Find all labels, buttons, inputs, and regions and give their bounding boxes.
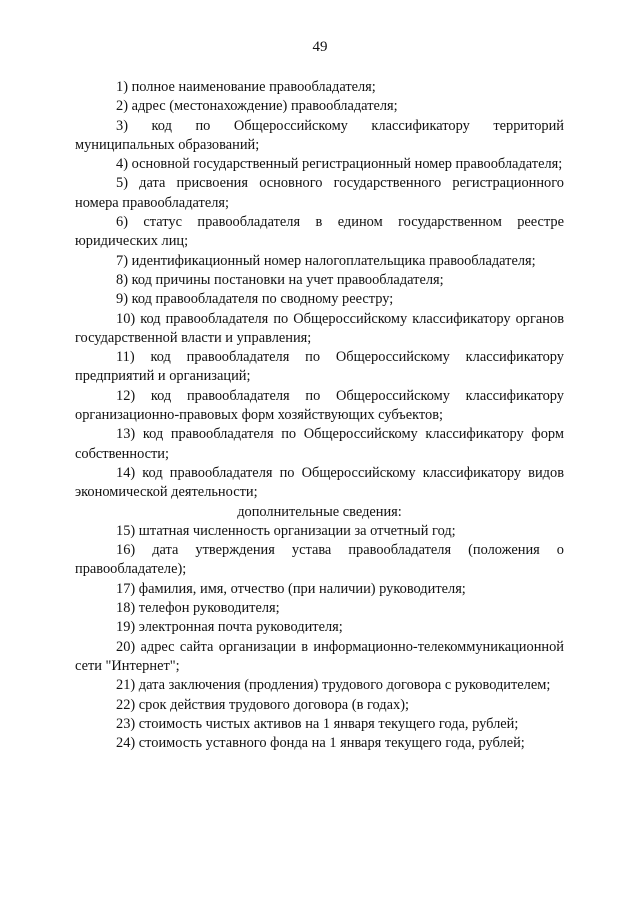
list-item: 3) код по Общероссийскому классификатору территорий муниципальных образований; <box>75 117 564 153</box>
list-item: 4) основной государственный регистрационный номер правообладателя; <box>116 156 563 173</box>
list-item: 2) адрес (местонахождение) правообладателя; <box>116 98 398 115</box>
list-item: 17) фамилия, имя, отчество (при наличии) руководителя; <box>116 580 466 597</box>
document-body <box>75 78 564 753</box>
list-item: 24) стоимость уставного фонда на 1 января текущего года, рублей; <box>116 735 525 752</box>
list-item: 16) дата утверждения устава правообладателя (положения о правообладателе); <box>75 542 564 578</box>
list-item: 21) дата заключения (продления) трудового договора с руководителем; <box>116 677 551 694</box>
list-item: 19) электронная почта руководителя; <box>116 619 343 636</box>
list-item: 13) код правообладателя по Общероссийскому классификатору форм собственности; <box>75 426 564 462</box>
list-item: 10) код правообладателя по Общероссийскому классификатору органов государственной власти и управления; <box>75 310 564 346</box>
list-item: 5) дата присвоения основного государственного регистрационного номера правообладателя; <box>75 175 564 211</box>
list-item: 14) код правообладателя по Общероссийскому классификатору видов экономической деятельности; <box>75 464 564 501</box>
list-item: 6) статус правообладателя в едином государственном реестре юридических лиц; <box>75 214 564 250</box>
list-item: 15) штатная численность организации за отчетный год; <box>116 522 456 539</box>
list-item: 8) код причины постановки на учет правообладателя; <box>116 271 444 288</box>
list-item: 11) код правообладателя по Общероссийскому классификатору предприятий и организаций; <box>75 349 564 385</box>
list-item: 1) полное наименование правообладателя; <box>116 79 376 95</box>
list-item: 12) код правообладателя по Общероссийскому классификатору организационно-правовых форм хозяйствующих субъектов; <box>75 387 564 424</box>
list-item: 23) стоимость чистых активов на 1 января текущего года, рублей; <box>116 715 519 732</box>
page-number: 49 <box>312 39 328 55</box>
list-item: 9) код правообладателя по сводному реестру; <box>116 291 394 308</box>
list-item: 18) телефон руководителя; <box>116 600 280 617</box>
list-item: 20) адрес сайта организации в информационно-телекоммуникационной сети "Интернет"; <box>75 638 564 674</box>
list-item: 7) идентификационный номер налогоплательщика правообладателя; <box>116 252 536 269</box>
list-item: 22) срок действия трудового договора (в годах); <box>116 696 409 713</box>
section-heading: дополнительные сведения: <box>237 503 402 520</box>
